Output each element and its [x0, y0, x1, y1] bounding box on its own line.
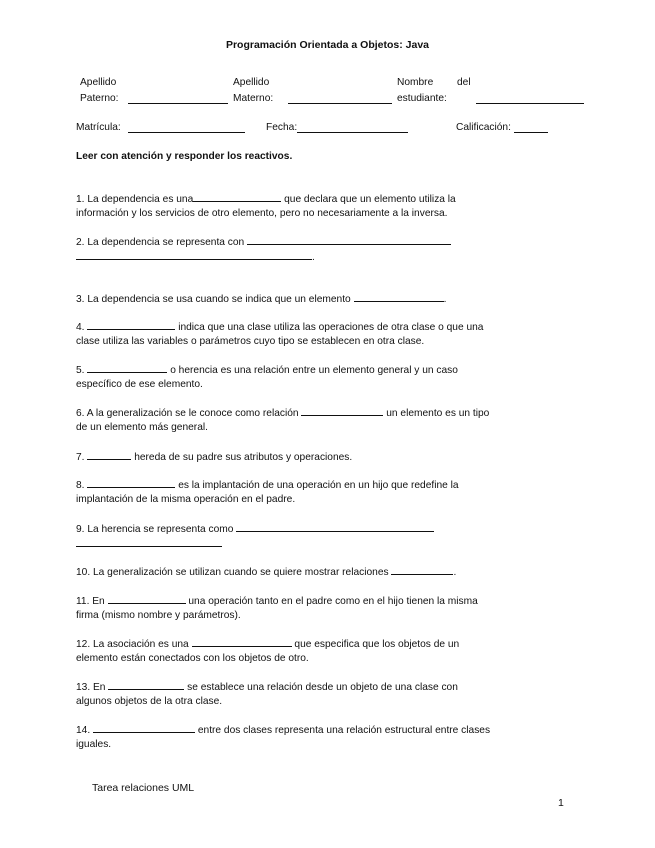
answer-blank[interactable]	[354, 292, 444, 302]
question-7: 7. hereda de su padre sus atributos y operaciones.	[76, 452, 353, 463]
answer-blank[interactable]	[108, 680, 184, 690]
answer-blank[interactable]	[87, 450, 131, 460]
nombre-label-2: estudiante:	[397, 93, 447, 104]
answer-blank[interactable]	[193, 192, 281, 202]
apellido-paterno-label-1: Apellido	[80, 77, 117, 88]
question-14: 14. entre dos clases representa una relación estructural entre clases iguales.	[76, 725, 491, 751]
question-12: 12. La asociación es una que especifica que los objetos de un elemento están conectados con los objetos de otro.	[76, 639, 460, 665]
answer-blank[interactable]	[108, 594, 186, 604]
fecha-label: Fecha:	[266, 122, 298, 133]
question-8: 8. es la implantación de una operación en un hijo que redefine la implantación de la misma operación en el padre.	[76, 480, 459, 506]
answer-blank[interactable]	[87, 320, 175, 330]
answer-blank[interactable]	[236, 522, 434, 532]
question-9: 9. La herencia se representa como	[76, 522, 496, 552]
apellido-materno-label-2: Materno:	[233, 93, 274, 104]
answer-blank[interactable]	[301, 406, 383, 416]
instructions: Leer con atención y responder los reactivos.	[76, 151, 293, 162]
question-11: 11. En una operación tanto en el padre como en el hijo tienen la misma firma (mismo nombre y parámetros).	[76, 596, 478, 622]
question-1: 1. La dependencia es una que declara que un elemento utiliza la información y los servicios de otro elemento, pero no necesariamente a la inversa.	[76, 194, 456, 220]
page-number: 1	[558, 797, 564, 809]
question-2: 2. La dependencia se representa con .	[76, 235, 496, 265]
question-5: 5. o herencia es una relación entre un elemento general y un caso específico de ese elemento.	[76, 365, 458, 391]
apellido-paterno-label-2: Paterno:	[80, 93, 119, 104]
apellido-materno-label-1: Apellido	[233, 77, 270, 88]
answer-blank[interactable]	[87, 363, 167, 373]
answer-blank[interactable]	[192, 637, 292, 647]
footer-text: Tarea relaciones UML	[92, 782, 195, 794]
document-title: Programación Orientada a Objetos: Java	[225, 39, 430, 51]
question-6: 6. A la generalización se le conoce como relación un elemento es un tipo de un elemento más general.	[76, 408, 490, 434]
matricula-label: Matrícula:	[76, 122, 121, 133]
answer-blank[interactable]	[76, 250, 312, 260]
matricula-blank[interactable]	[128, 123, 245, 133]
answer-blank[interactable]	[87, 478, 175, 488]
question-3: 3. La dependencia se usa cuando se indica que un elemento .	[76, 294, 447, 305]
answer-blank[interactable]	[391, 565, 453, 575]
question-13: 13. En se establece una relación desde un objeto de una clase con algunos objetos de la otra clase.	[76, 682, 458, 708]
fecha-blank[interactable]	[297, 123, 408, 133]
answer-blank[interactable]	[93, 723, 195, 733]
calificacion-blank[interactable]	[514, 123, 548, 133]
answer-blank[interactable]	[76, 537, 222, 547]
nombre-label-del: del	[457, 77, 471, 88]
apellido-paterno-blank[interactable]	[128, 94, 228, 104]
answer-blank[interactable]	[247, 235, 451, 245]
calificacion-label: Calificación:	[456, 122, 511, 133]
nombre-blank[interactable]	[476, 94, 584, 104]
question-10: 10. La generalización se utilizan cuando se quiere mostrar relaciones .	[76, 567, 457, 578]
question-4: 4. indica que una clase utiliza las operaciones de otra clase o que una clase utiliza las variables o parámetros cuyo tipo se establecen en otra clase.	[76, 322, 484, 348]
nombre-label-1: Nombre	[397, 77, 434, 88]
apellido-materno-blank[interactable]	[288, 94, 392, 104]
